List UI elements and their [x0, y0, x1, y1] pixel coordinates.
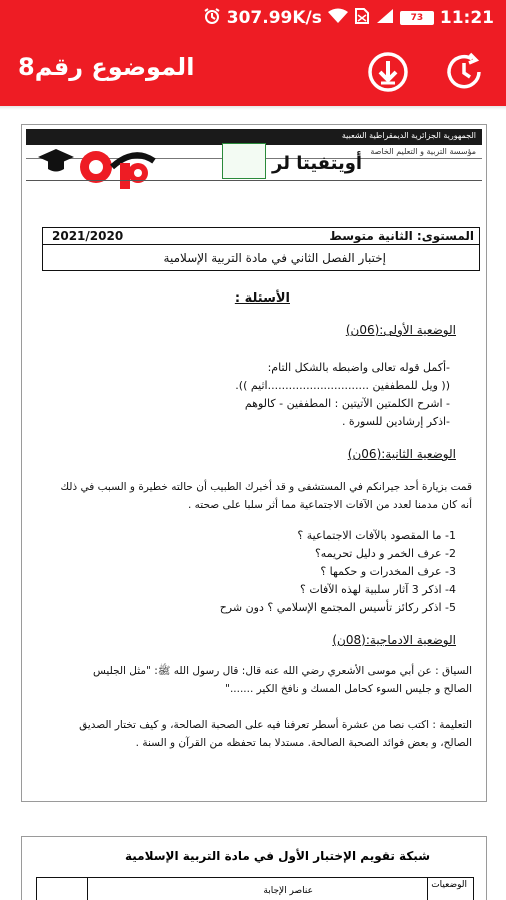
- brand-badge: [222, 143, 266, 179]
- situation3-heading: الوضعية الادماجية:(08ن): [332, 633, 456, 647]
- questions-heading: الأسئلة :: [234, 291, 290, 306]
- page-title: الموضوع رقم8: [18, 53, 195, 81]
- doc-header-top: الجمهورية الجزائرية الديمقراطية الشعبية: [26, 129, 482, 145]
- alarm-icon: [203, 7, 221, 30]
- timer-reset-icon: [442, 50, 486, 94]
- exam-title: إختبار الفصل الثاني في مادة التربية الإسلامية: [163, 251, 386, 265]
- download-icon: [367, 51, 409, 93]
- doc-header-second: مؤسسة التربية و التعليم الخاصة: [26, 147, 482, 159]
- situation2-q1: 1- ما المقصود بالآفات الاجتماعية ؟: [297, 529, 456, 542]
- clock-time: 11:21: [439, 8, 494, 28]
- situation3-task2: الصالح، و بعض فوائد الصحبة الصالحة. مستدلا بما تحفظه من القرآن و السنة .: [135, 737, 472, 749]
- situation2-line1: قمت بزيارة أحد جيرانكم في المستشفى و قد أخبرك الطبيب أن حالته خطيرة و السبب في ذلك: [60, 481, 472, 493]
- no-sim-icon: [354, 7, 370, 30]
- exam-document-page: [21, 124, 487, 802]
- evaluation-grid-table: [36, 877, 474, 900]
- situation1-line2: (( ويل للمطففين .............................اثيم )).: [235, 379, 450, 392]
- situation3-context2: الصالح و جليس السوء كحامل المسك و نافخ الكير .......": [225, 683, 472, 695]
- col-situations: الوضعيات: [431, 880, 467, 890]
- situation1-line4: -اذكر إرشادين للسورة .: [341, 415, 450, 428]
- school-year: 2021/2020: [52, 229, 124, 243]
- battery-icon: 73: [400, 11, 434, 25]
- situation1-line1: -أكمل قوله تعالى واضبطه بالشكل التام:: [267, 361, 450, 374]
- situation2-line2: أنه كان مدمنا لعدد من الآفات الاجتماعية مما أثر سلبا على صحته .: [187, 499, 472, 511]
- app-bar-shadow: [0, 106, 506, 110]
- wifi-icon: [328, 8, 348, 29]
- brand-name: أويتفيتا لر: [272, 153, 363, 174]
- reset-timer-button[interactable]: [442, 50, 486, 94]
- level-label: المستوى: الثانية متوسط: [329, 229, 474, 243]
- status-bar: [0, 0, 506, 36]
- download-button[interactable]: [366, 50, 410, 94]
- evaluation-grid-page: [21, 836, 487, 900]
- situation2-q2: 2- عرف الخمر و دليل تحريمه؟: [314, 547, 456, 560]
- situation2-heading: الوضعية الثانية:(06ن): [347, 447, 456, 461]
- situation2-q3: 3- عرف المخدرات و حكمها ؟: [320, 565, 456, 578]
- status-row: [203, 6, 494, 30]
- situation3-context: السياق : عن أبي موسى الأشعري رضي الله عنه قال: قال رسول الله ﷺ: "مثل الجليس: [93, 665, 472, 677]
- evaluation-grid-title: شبكة تقويم الإختبار الأول في مادة التربية الإسلامية: [124, 849, 430, 863]
- col-answers: عناصر الإجابة: [263, 886, 313, 896]
- signal-icon: [376, 8, 394, 29]
- situation1-heading: الوضعية الأولى:(06ن): [345, 323, 456, 337]
- situation2-q4: 4- اذكر 3 آثار سلبية لهذه الآفات ؟: [300, 583, 456, 596]
- network-speed: 307.99K/s: [226, 8, 322, 28]
- graduation-logo-icon: [34, 143, 160, 193]
- doc-header-divider: [26, 175, 482, 181]
- situation1-line3: - اشرح الكلمتين الآتيتين : المطففين - كالوهم: [244, 397, 450, 410]
- situation2-q5: 5- اذكر ركائز تأسيس المجتمع الإسلامي ؟ دون شرح: [219, 601, 456, 614]
- app-bar: [0, 36, 506, 106]
- situation3-task: التعليمة : اكتب نصا من عشرة أسطر تعرفنا فيه على الصحبة الصالحة، و كيف تختار الصديق: [79, 719, 472, 731]
